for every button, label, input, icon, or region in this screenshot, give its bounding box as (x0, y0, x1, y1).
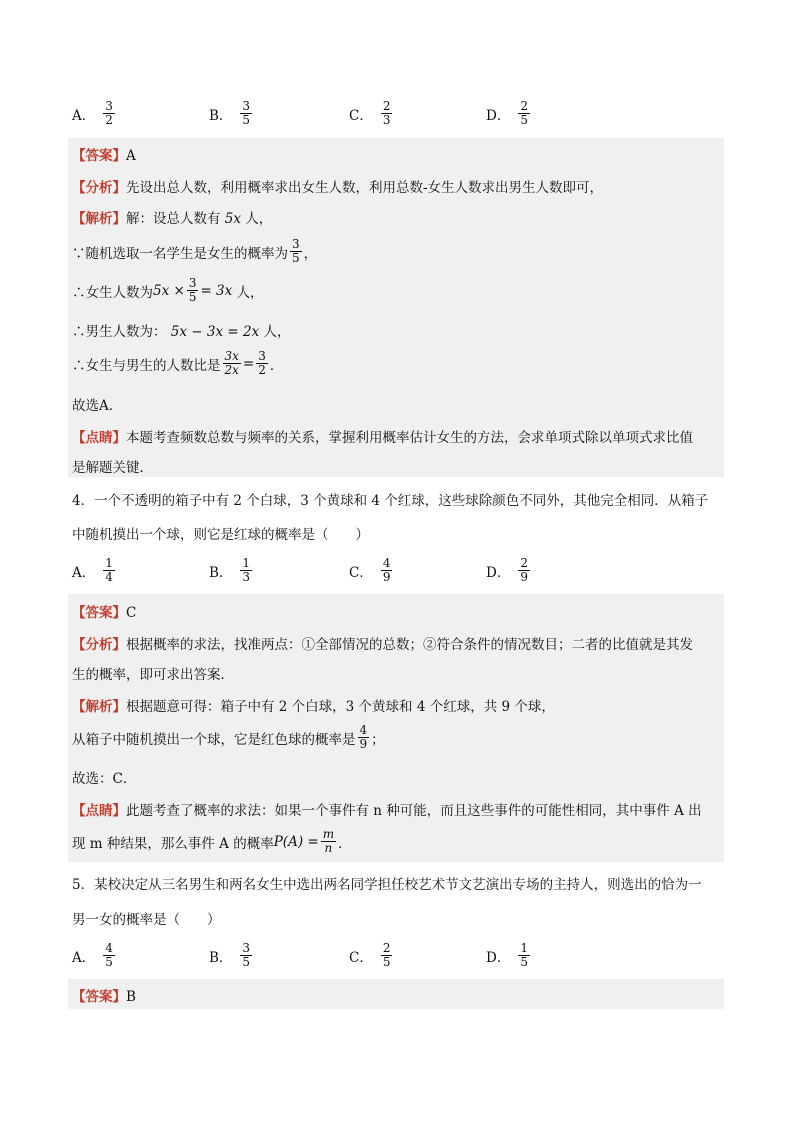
q4-answer: 【答案】C (72, 605, 137, 621)
q4-analysis-line-2: 生的概率，即可求出答案． (72, 667, 234, 683)
fraction: $\frac{1}{3}$ (242, 556, 251, 584)
fraction: $\frac{3}{5}$ (242, 99, 251, 127)
q3-option-b: B． $\frac{3}{5}$ (209, 99, 251, 127)
q4-comment: 【点睛】此题考查了概率的求法：如果一个事件有 n 种可能，而且这些事件的可能性相同，其中事件 A 出 (72, 803, 702, 819)
q3-solution-line-6: 故选A． (72, 398, 123, 414)
fraction: $\frac{4}{9}$ (382, 556, 391, 584)
q4-option-d: D． $\frac{2}{9}$ (486, 556, 528, 584)
fraction: $\frac{4}{9}$ (359, 723, 368, 751)
q5-option-b: B． $\frac{3}{5}$ (209, 941, 251, 969)
fraction: $\frac{4}{5}$ (105, 941, 113, 969)
fraction: $\frac{1}{4}$ (105, 556, 113, 584)
q3-solution-line-1: 【解析】解：设总人数有 5x 人， (72, 211, 273, 227)
q3-solution-line-3: ∴女生人数为 5x × $\frac{3}{5}$ = 3x 人， (72, 276, 264, 304)
q4-stem-line-2: 中随机摸出一个球，则它是红球的概率是（ ） (72, 527, 369, 543)
q4-stem: 4．一个不透明的箱子中有 2 个白球，3 个黄球和 4 个红球，这些球除颜色不同外，其他完全相同．从箱子 (72, 493, 709, 509)
q4-comment-line-2: 现 m 种结果，那么事件 A 的概率 P(A) = $\frac{m}{n}$ ． (72, 827, 352, 855)
q4-option-a: A． $\frac{1}{4}$ (72, 556, 113, 584)
q3-solution-line-4: ∴男生人数为： 5x − 3x = 2x 人， (72, 324, 291, 340)
fraction: $\frac{2}{9}$ (520, 556, 528, 584)
fraction: $\frac{m}{n}$ (322, 827, 335, 855)
fraction: $\frac{3}{2}$ (105, 99, 113, 127)
fraction: $\frac{1}{5}$ (520, 941, 528, 969)
q4-solution-line-1: 【解析】根据题意可得：箱子中有 2 个白球，3 个黄球和 4 个红球，共 9 个球， (72, 699, 555, 715)
fraction: $\frac{3}{5}$ (242, 941, 251, 969)
q4-analysis: 【分析】根据概率的求法，找准两点：①全部情况的总数；②符合条件的情况数目；二者的比值就是其发 (72, 637, 693, 653)
q5-answer: 【答案】B (72, 989, 136, 1005)
q3-answer: 【答案】A (72, 148, 136, 164)
q3-solution-line-2: ∵随机选取一名学生是女生的概率为 $\frac{3}{5}$ ， (72, 237, 318, 265)
q3-option-c: C． $\frac{2}{3}$ (349, 99, 391, 127)
q5-option-c: C． $\frac{2}{5}$ (349, 941, 391, 969)
fraction: $\frac{3}{2}$ (258, 349, 266, 377)
q3-analysis: 【分析】先设出总人数，利用概率求出女生人数，利用总数-女生人数求出男生人数即可， (72, 180, 604, 196)
q4-solution-line-3: 故选：C． (72, 771, 137, 787)
q5-stem-line-2: 男一女的概率是（ ） (72, 912, 221, 928)
q3-solution-line-5: ∴女生与男生的人数比是 $\frac{3x}{2x}$ = $\frac{3}{2}$ ． (72, 349, 284, 377)
q3-comment-line-2: 是解题关键． (72, 460, 153, 476)
q5-stem: 5．某校决定从三名男生和两名女生中选出两名同学担任校艺术节文艺演出专场的主持人，则选出的恰为一 (72, 877, 702, 893)
q4-solution-line-2: 从箱子中随机摸出一个球，它是红色球的概率是 $\frac{4}{9}$ ； (72, 723, 385, 751)
fraction: $\frac{3}{5}$ (292, 237, 300, 265)
fraction: $\frac{2}{5}$ (382, 941, 391, 969)
q3-comment: 【点睛】本题考查频数总数与频率的关系，掌握利用概率估计女生的方法，会求单项式除以单项式求比值 (72, 430, 693, 446)
q4-option-c: C． $\frac{4}{9}$ (349, 556, 391, 584)
q4-option-b: B． $\frac{1}{3}$ (209, 556, 251, 584)
q3-option-d: D． $\frac{2}{5}$ (486, 99, 528, 127)
fraction: $\frac{2}{5}$ (520, 99, 528, 127)
fraction: $\frac{3x}{2x}$ (224, 349, 239, 377)
fraction: $\frac{2}{3}$ (382, 99, 391, 127)
q3-option-a: A． $\frac{3}{2}$ (72, 99, 113, 127)
fraction: $\frac{3}{5}$ (188, 276, 197, 304)
q5-option-a: A． $\frac{4}{5}$ (72, 941, 113, 969)
q5-option-d: D． $\frac{1}{5}$ (486, 941, 528, 969)
